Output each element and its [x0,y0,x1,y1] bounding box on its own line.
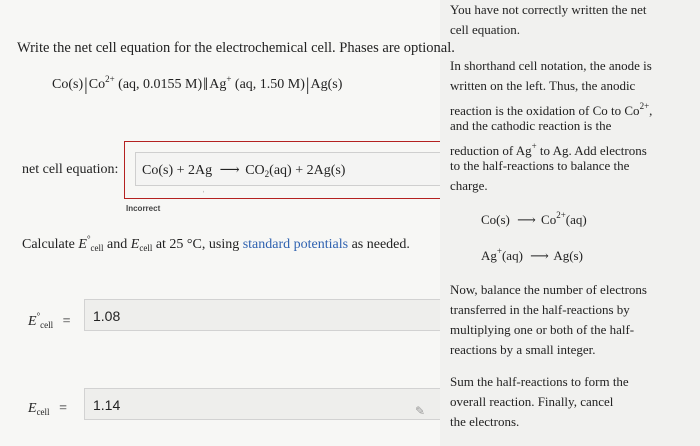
reaction-arrow-icon: ⟶ [517,212,534,227]
cell-notation: $Co(s)|Co^{2+}$ (aq, 0.0155 M)‖Ag+ (aq, 1.50 M)|Ag(s) [52,74,343,94]
net-equation-input[interactable]: Co(s) + 2Ag ⟶ $CO_2(aq) + 2Ag(s)$ [135,152,440,186]
salt-bridge-icon: ‖ [203,74,209,94]
pencil-icon: ✎ [415,404,426,418]
reaction-arrow-icon: ⟶ [219,163,238,178]
half-reaction-oxidation: Co(s) ⟶ $Co^{2+}(aq)$ [481,210,587,227]
calculate-prompt: Calculate $E^\circ_{cell}$ and $E_{cell}$ at 25 °C, using standard potentials as needed. [22,234,410,253]
e-cell-standard-label: $E^\circ_{cell}$ = [28,311,71,330]
feedback-heading-line1: You have not correctly written the net [450,2,647,17]
e-cell-input[interactable]: 1.14 [84,388,440,420]
half-reaction-reduction: Ag+(aq) ⟶ Ag(s) [481,246,583,263]
standard-state-icon: ° [86,234,91,244]
phase-boundary-icon: | [84,74,88,94]
tick-mark-icon: ˈ [202,190,206,201]
question-prompt: Write the net cell equation for the electrochemical cell. Phases are optional. [17,40,455,56]
net-equation-label: net cell equation: [22,162,119,177]
standard-potentials-link[interactable]: standard potentials [242,237,349,252]
status-incorrect: Incorrect [126,204,161,213]
reaction-arrow-icon: ⟶ [530,248,547,263]
e-cell-standard-input[interactable]: 1.08 [84,299,440,331]
phase-boundary-icon: | [305,74,310,94]
feedback-heading-line2: cell equation. [450,22,521,37]
e-cell-label: $E_{cell}$ = [28,401,67,417]
